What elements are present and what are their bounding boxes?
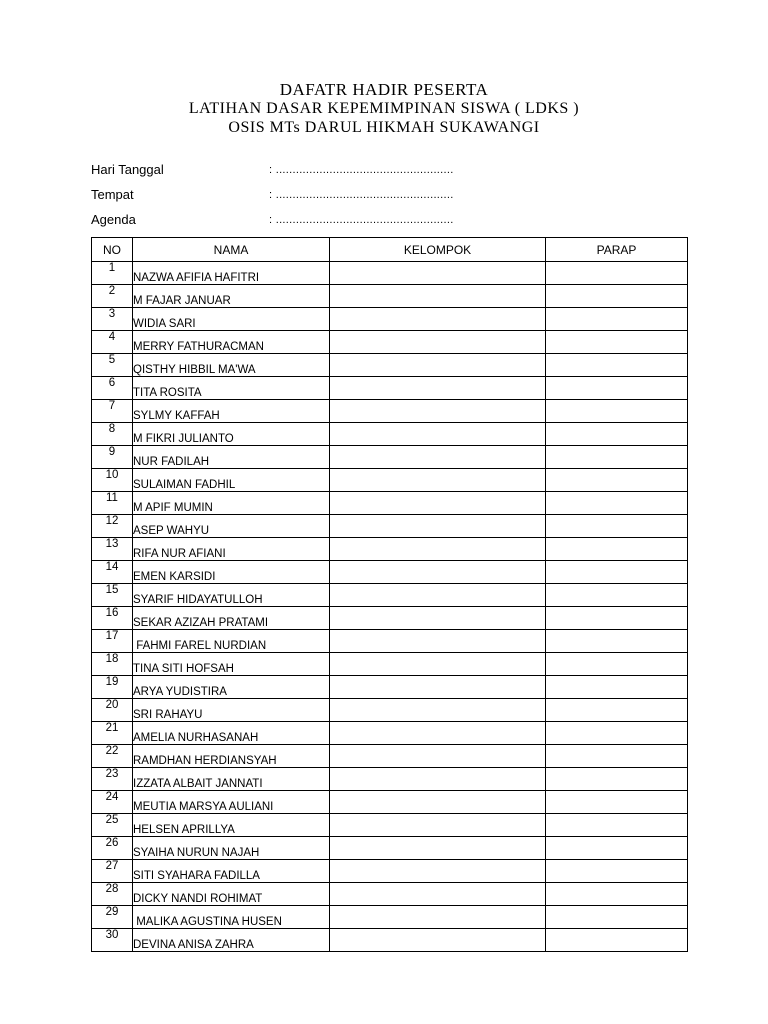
row-number: 16	[92, 607, 133, 630]
participant-name: SYAIHA NURUN NAJAH	[133, 837, 330, 860]
row-number: 8	[92, 423, 133, 446]
table-row	[92, 676, 688, 699]
group-cell[interactable]	[330, 423, 546, 446]
group-cell[interactable]	[330, 699, 546, 722]
group-cell[interactable]	[330, 607, 546, 630]
row-number: 3	[92, 308, 133, 331]
participant-name: M FAJAR JANUAR	[133, 285, 330, 308]
row-number: 26	[92, 837, 133, 860]
column-header-nama: NAMA	[133, 238, 330, 262]
group-cell[interactable]	[330, 492, 546, 515]
participant-name: RIFA NUR AFIANI	[133, 538, 330, 561]
participant-name: NUR FADILAH	[133, 446, 330, 469]
group-cell[interactable]	[330, 308, 546, 331]
info-value: : .....................................................	[269, 189, 454, 201]
participant-name: MALIKA AGUSTINA HUSEN	[133, 906, 330, 929]
attendance-table	[91, 237, 688, 952]
group-cell[interactable]	[330, 377, 546, 400]
info-value: : .....................................................	[269, 164, 454, 176]
row-number: 13	[92, 538, 133, 561]
column-header-kelompok: KELOMPOK	[330, 238, 546, 262]
table-row	[92, 538, 688, 561]
table-row	[92, 400, 688, 423]
participant-name: EMEN KARSIDI	[133, 561, 330, 584]
group-cell[interactable]	[330, 883, 546, 906]
table-row	[92, 883, 688, 906]
participant-name: M FIKRI JULIANTO	[133, 423, 330, 446]
info-row-agenda	[91, 212, 691, 237]
table-row	[92, 262, 688, 285]
table-row	[92, 791, 688, 814]
row-number: 24	[92, 791, 133, 814]
signature-cell[interactable]	[546, 722, 688, 745]
participant-name: AMELIA NURHASANAH	[133, 722, 330, 745]
signature-cell[interactable]	[546, 791, 688, 814]
signature-cell[interactable]	[546, 308, 688, 331]
row-number: 27	[92, 860, 133, 883]
row-number: 11	[92, 492, 133, 515]
participant-name: FAHMI FAREL NURDIAN	[133, 630, 330, 653]
table-row	[92, 354, 688, 377]
group-cell[interactable]	[330, 929, 546, 952]
signature-cell[interactable]	[546, 906, 688, 929]
table-row	[92, 331, 688, 354]
table-row	[92, 653, 688, 676]
signature-cell[interactable]	[546, 768, 688, 791]
table-row	[92, 285, 688, 308]
row-number: 15	[92, 584, 133, 607]
participant-name: SYARIF HIDAYATULLOH	[133, 584, 330, 607]
group-cell[interactable]	[330, 814, 546, 837]
row-number: 17	[92, 630, 133, 653]
participant-name: ARYA YUDISTIRA	[133, 676, 330, 699]
row-number: 2	[92, 285, 133, 308]
signature-cell[interactable]	[546, 699, 688, 722]
info-label: Tempat	[91, 187, 134, 202]
signature-cell[interactable]	[546, 814, 688, 837]
signature-cell[interactable]	[546, 607, 688, 630]
signature-cell[interactable]	[546, 400, 688, 423]
row-number: 25	[92, 814, 133, 837]
group-cell[interactable]	[330, 653, 546, 676]
row-number: 30	[92, 929, 133, 952]
signature-cell[interactable]	[546, 285, 688, 308]
row-number: 4	[92, 331, 133, 354]
event-info	[91, 162, 691, 237]
group-cell[interactable]	[330, 400, 546, 423]
group-cell[interactable]	[330, 584, 546, 607]
participant-name: DICKY NANDI ROHIMAT	[133, 883, 330, 906]
signature-cell[interactable]	[546, 538, 688, 561]
table-row	[92, 446, 688, 469]
group-cell[interactable]	[330, 446, 546, 469]
info-value: : .....................................................	[269, 214, 454, 226]
table-row	[92, 699, 688, 722]
group-cell[interactable]	[330, 745, 546, 768]
table-row	[92, 906, 688, 929]
signature-cell[interactable]	[546, 331, 688, 354]
participant-name: HELSEN APRILLYA	[133, 814, 330, 837]
group-cell[interactable]	[330, 860, 546, 883]
participant-name: SEKAR AZIZAH PRATAMI	[133, 607, 330, 630]
table-row	[92, 929, 688, 952]
row-number: 1	[92, 262, 133, 285]
signature-cell[interactable]	[546, 492, 688, 515]
table-row	[92, 630, 688, 653]
participant-name: IZZATA ALBAIT JANNATI	[133, 768, 330, 791]
row-number: 22	[92, 745, 133, 768]
signature-cell[interactable]	[546, 469, 688, 492]
table-row	[92, 584, 688, 607]
signature-cell[interactable]	[546, 584, 688, 607]
info-label: Hari Tanggal	[91, 162, 164, 177]
signature-cell[interactable]	[546, 423, 688, 446]
info-label: Agenda	[91, 212, 136, 227]
participant-name: M APIF MUMIN	[133, 492, 330, 515]
organization-name: OSIS MTs DARUL HIKMAH SUKAWANGI	[228, 119, 540, 136]
attendance-rows	[92, 262, 688, 952]
row-number: 6	[92, 377, 133, 400]
table-row	[92, 607, 688, 630]
participant-name: SULAIMAN FADHIL	[133, 469, 330, 492]
participant-name: WIDIA SARI	[133, 308, 330, 331]
row-number: 12	[92, 515, 133, 538]
group-cell[interactable]	[330, 630, 546, 653]
document-subtitle: LATIHAN DASAR KEPEMIMPINAN SISWA ( LDKS )	[188, 100, 580, 117]
signature-cell[interactable]	[546, 354, 688, 377]
participant-name: NAZWA AFIFIA HAFITRI	[133, 262, 330, 285]
table-row	[92, 837, 688, 860]
signature-cell[interactable]	[546, 561, 688, 584]
document-title: DAFATR HADIR PESERTA	[279, 80, 489, 99]
participant-name: MERRY FATHURACMAN	[133, 331, 330, 354]
signature-cell[interactable]	[546, 446, 688, 469]
table-row	[92, 308, 688, 331]
signature-cell[interactable]	[546, 653, 688, 676]
participant-name: SYLMY KAFFAH	[133, 400, 330, 423]
participant-name: RAMDHAN HERDIANSYAH	[133, 745, 330, 768]
table-row	[92, 469, 688, 492]
column-header-parap: PARAP	[546, 238, 688, 262]
signature-cell[interactable]	[546, 860, 688, 883]
group-cell[interactable]	[330, 676, 546, 699]
row-number: 10	[92, 469, 133, 492]
group-cell[interactable]	[330, 354, 546, 377]
row-number: 9	[92, 446, 133, 469]
participant-name: ASEP WAHYU	[133, 515, 330, 538]
table-row	[92, 860, 688, 883]
signature-cell[interactable]	[546, 837, 688, 860]
column-header-no: NO	[92, 238, 133, 262]
document-header	[0, 80, 768, 137]
group-cell[interactable]	[330, 791, 546, 814]
participant-name: SRI RAHAYU	[133, 699, 330, 722]
row-number: 19	[92, 676, 133, 699]
group-cell[interactable]	[330, 285, 546, 308]
group-cell[interactable]	[330, 722, 546, 745]
group-cell[interactable]	[330, 515, 546, 538]
row-number: 14	[92, 561, 133, 584]
table-row	[92, 768, 688, 791]
group-cell[interactable]	[330, 331, 546, 354]
table-row	[92, 492, 688, 515]
info-row-date	[91, 162, 691, 187]
table-row	[92, 814, 688, 837]
table-header-row	[92, 238, 688, 262]
signature-cell[interactable]	[546, 929, 688, 952]
row-number: 7	[92, 400, 133, 423]
participant-name: MEUTIA MARSYA AULIANI	[133, 791, 330, 814]
row-number: 5	[92, 354, 133, 377]
table-row	[92, 515, 688, 538]
group-cell[interactable]	[330, 906, 546, 929]
row-number: 23	[92, 768, 133, 791]
row-number: 28	[92, 883, 133, 906]
signature-cell[interactable]	[546, 515, 688, 538]
participant-name: TINA SITI HOFSAH	[133, 653, 330, 676]
table-row	[92, 745, 688, 768]
signature-cell[interactable]	[546, 377, 688, 400]
group-cell[interactable]	[330, 768, 546, 791]
signature-cell[interactable]	[546, 883, 688, 906]
group-cell[interactable]	[330, 262, 546, 285]
group-cell[interactable]	[330, 561, 546, 584]
signature-cell[interactable]	[546, 630, 688, 653]
table-row	[92, 722, 688, 745]
table-row	[92, 377, 688, 400]
signature-cell[interactable]	[546, 676, 688, 699]
group-cell[interactable]	[330, 837, 546, 860]
signature-cell[interactable]	[546, 262, 688, 285]
row-number: 29	[92, 906, 133, 929]
participant-name: DEVINA ANISA ZAHRA	[133, 929, 330, 952]
participant-name: QISTHY HIBBIL MA'WA	[133, 354, 330, 377]
row-number: 20	[92, 699, 133, 722]
table-row	[92, 561, 688, 584]
participant-name: SITI SYAHARA FADILLA	[133, 860, 330, 883]
signature-cell[interactable]	[546, 745, 688, 768]
info-row-place	[91, 187, 691, 212]
group-cell[interactable]	[330, 538, 546, 561]
table-row	[92, 423, 688, 446]
participant-name: TITA ROSITA	[133, 377, 330, 400]
row-number: 18	[92, 653, 133, 676]
row-number: 21	[92, 722, 133, 745]
group-cell[interactable]	[330, 469, 546, 492]
